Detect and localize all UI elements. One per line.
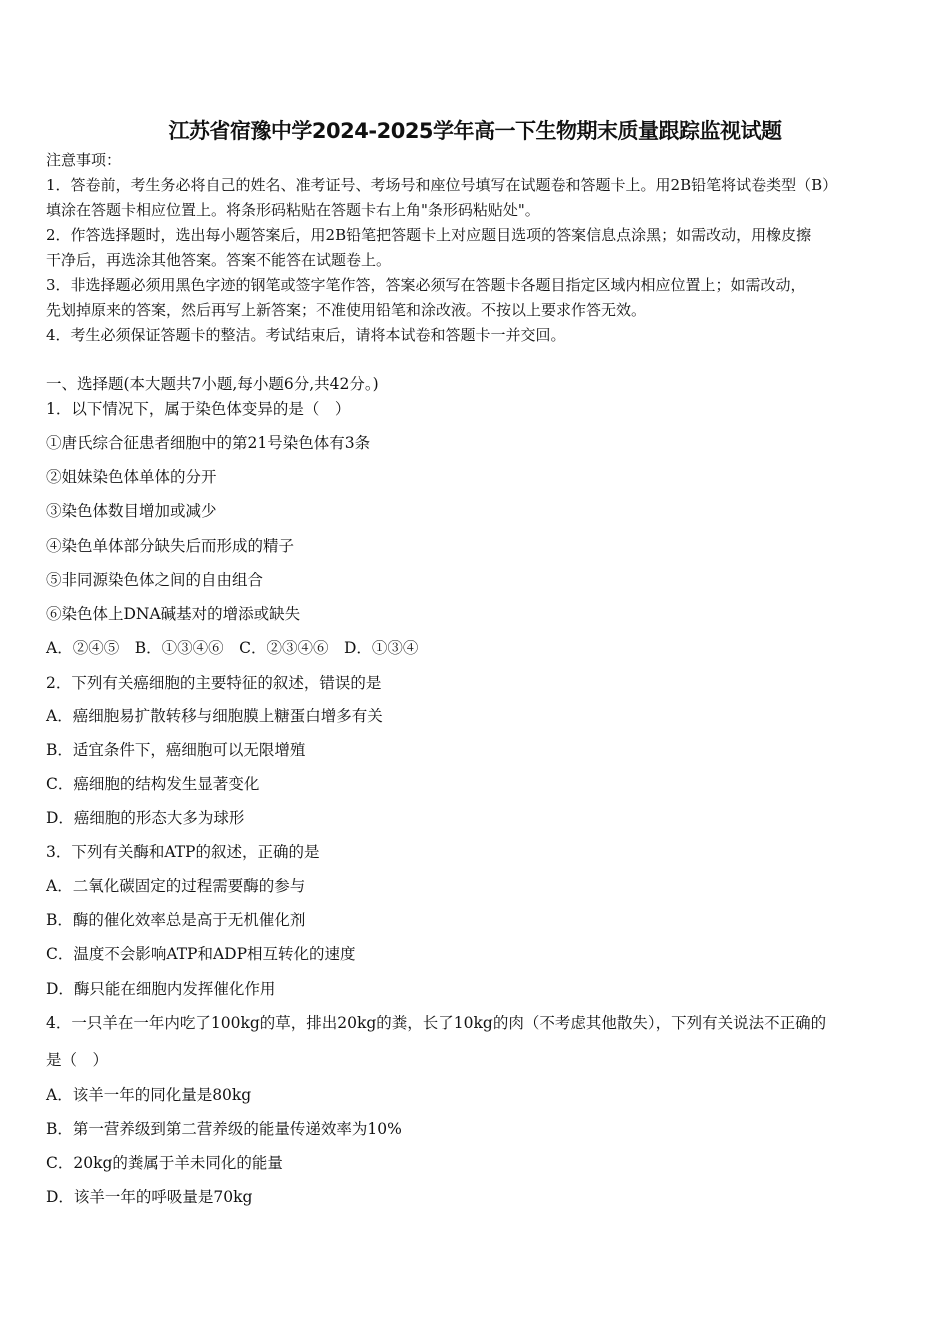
- answer-option: D．酶只能在细胞内发挥催化作用: [46, 980, 276, 998]
- answer-option: A．二氧化碳固定的过程需要酶的参与: [46, 877, 306, 895]
- note-line: 4．考生必须保证答题卡的整洁。考试结束后，请将本试卷和答题卡一并交回。: [46, 326, 566, 344]
- answer-option: A．该羊一年的同化量是80kg: [46, 1086, 252, 1104]
- answer-option: A．癌细胞易扩散转移与细胞膜上糖蛋白增多有关: [46, 707, 383, 725]
- notes-heading: 注意事项：: [46, 151, 122, 169]
- note-line: 3．非选择题必须用黑色字迹的钢笔或签字笔作答，答案必须写在答题卡各题目指定区域内相应位置上；如需改动，: [46, 276, 806, 294]
- answer-option: B．第一营养级到第二营养级的能量传递效率为10%: [46, 1120, 402, 1138]
- page-title: 江苏省宿豫中学2024-2025学年高一下生物期末质量跟踪监视试题: [168, 119, 782, 143]
- answer-option: D．癌细胞的形态大多为球形: [46, 809, 245, 827]
- question-stem: 3．下列有关酶和ATP的叙述，正确的是: [46, 843, 320, 861]
- question-stem: 2．下列有关癌细胞的主要特征的叙述，错误的是: [46, 674, 382, 692]
- answer-option: B．适宜条件下，癌细胞可以无限增殖: [46, 741, 306, 759]
- answer-option: D．该羊一年的呼吸量是70kg: [46, 1188, 253, 1206]
- statement-item: ②姐妹染色体单体的分开: [46, 468, 217, 486]
- note-line: 干净后，再选涂其他答案。答案不能答在试题卷上。: [46, 251, 392, 269]
- answer-option: B．酶的催化效率总是高于无机催化剂: [46, 911, 306, 929]
- answer-option: C．20kg的粪属于羊未同化的能量: [46, 1154, 283, 1172]
- question-stem: 4．一只羊在一年内吃了100kg的草，排出20kg的粪，长了10kg的肉（不考虑其他散失），下列有关说法不正确的: [46, 1014, 827, 1032]
- statement-item: ③染色体数目增加或减少: [46, 502, 217, 520]
- note-line: 先划掉原来的答案，然后再写上新答案；不准使用铅笔和涂改液。不按以上要求作答无效。: [46, 301, 647, 319]
- note-line: 2．作答选择题时，选出每小题答案后，用2B铅笔把答题卡上对应题目选项的答案信息点涂黑；如需改动，用橡皮擦: [46, 226, 812, 244]
- question-stem-continued: 是（ ）: [46, 1051, 109, 1069]
- statement-item: ⑥染色体上DNA碱基对的增添或缺失: [46, 605, 301, 623]
- note-line: 填涂在答题卡相应位置上。将条形码粘贴在答题卡右上角"条形码粘贴处"。: [46, 201, 540, 219]
- statement-item: ⑤非同源染色体之间的自由组合: [46, 571, 264, 589]
- section-heading: 一、选择题(本大题共7小题,每小题6分,共42分。): [46, 375, 379, 393]
- question-stem: 1．以下情况下，属于染色体变异的是（ ）: [46, 400, 351, 418]
- statement-item: ④染色单体部分缺失后而形成的精子: [46, 537, 295, 555]
- statement-item: ①唐氏综合征患者细胞中的第21号染色体有3条: [46, 434, 371, 452]
- answer-option: C．癌细胞的结构发生显著变化: [46, 775, 260, 793]
- answer-option: C．温度不会影响ATP和ADP相互转化的速度: [46, 945, 356, 963]
- answer-options: A．②④⑤ B．①③④⑥ C．②③④⑥ D．①③④: [46, 639, 419, 657]
- note-line: 1．答卷前，考生务必将自己的姓名、准考证号、考场号和座位号填写在试题卷和答题卡上。用2B铅笔将试卷类型（B）: [46, 176, 838, 194]
